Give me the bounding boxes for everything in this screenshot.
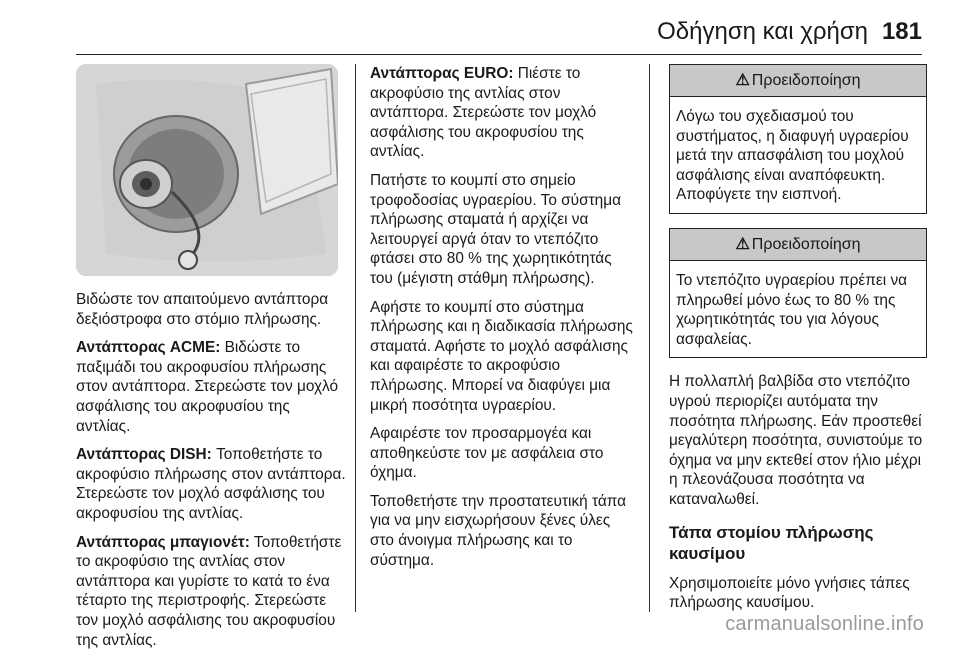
euro-term: Αντάπτορας EURO: — [370, 65, 514, 82]
column-divider-1 — [355, 64, 356, 612]
header-divider — [76, 54, 922, 55]
euro-paragraph — [370, 64, 638, 162]
dish-term: Αντάπτορας DISH: — [76, 446, 212, 464]
paragraph-button: Πατήστε το κουμπί στο σημείο τροφοδοσίας υγραερίου. Το σύστημα πλήρωσης σταματά ή αρχίζει να λειτουργεί αργά όταν το ντεπόζιτο φτάσει στο 80 % της χωρητικότητάς του (μέγιστη στάθμη πλήρωσης). — [370, 171, 621, 287]
column-middle — [370, 64, 638, 579]
warning-text-2: Το ντεπόζιτο υγραερίου πρέπει να πληρωθεί μόνο έως το 80 % της χωρητικότητάς του για λόγους ασφαλείας. — [676, 271, 908, 348]
paragraph-genuine-caps: Χρησιμοποιείτε μόνο γνήσιες τάπες πλήρωσης καυσίμου. — [669, 574, 910, 612]
fuel-filler-illustration-svg — [76, 64, 338, 276]
caption-paragraph: Βιδώστε τον απαιτούμενο αντάπτορα δεξιόστροφα στο στόμιο πλήρωσης. — [76, 291, 329, 328]
acme-text: Βιδώστε το παξιμάδι του ακροφυσίου πλήρωσης στον αντάπτορα. Στερεώστε τον μοχλό ασφάλισης του ακροφυσίου της αντλίας. — [76, 339, 339, 435]
bayonet-text: Τοποθετήστε το ακροφύσιο της αντλίας στον αντάπτορα και γυρίστε το κατά το ένα τέταρτο της περιστροφής. Στερεώστε τον μοχλό ασφάλισης του ακροφυσίου της αντλίας. — [76, 533, 342, 649]
warning-icon: ⚠ — [735, 72, 750, 89]
bayonet-term: Αντάπτορας μπαγιονέτ: — [76, 533, 250, 551]
section-heading: Τάπα στομίου πλήρωσης καυσίμου — [669, 522, 874, 563]
page-header — [0, 0, 960, 52]
warning-box-2 — [669, 228, 927, 358]
warning-text-1: Λόγω του σχεδιασμού του συστήματος, η διαφυγή υγραερίου μετά την απασφάλιση του μοχλού ασφάλισης είναι αναπόφευκτη. Αποφύγετε την εισπνοή. — [676, 108, 909, 204]
euro-text: Πιέστε το ακροφύσιο της αντλίας στον αντάπτορα. Στερεώστε τον μοχλό ασφάλισης του ακροφυσίου της αντλίας. — [370, 65, 597, 161]
acme-paragraph — [76, 338, 346, 436]
dish-paragraph — [76, 445, 346, 523]
column-divider-2 — [649, 64, 650, 612]
column-right — [669, 64, 927, 622]
warning-icon: ⚠ — [735, 235, 750, 253]
section-title: Οδήγηση και χρήση — [657, 18, 868, 45]
warning-box-1 — [669, 64, 927, 214]
paragraph-adapter: Αφαιρέστε τον προσαρμογέα και αποθηκεύστε τον με ασφάλεια στο όχημα. — [370, 425, 604, 482]
fuel-filler-cap-illustration — [76, 64, 338, 276]
warning-header-2 — [670, 229, 926, 261]
paragraph-release: Αφήστε το κουμπί στο σύστημα πλήρωσης και η διαδικασία πλήρωσης σταματά. Αφήστε το μοχλό ασφάλισης και αφαιρέστε το ακροφύσιο πλήρωσης. Μπορεί να διαφύγει μια μικρή ποσότητα υγραερίου. — [370, 298, 633, 414]
paragraph-cap: Τοποθετήστε την προστατευτική τάπα για να μην εισχωρήσουν ξένες ύλες στο άνοιγμα πλήρωσης και το σύστημα. — [370, 492, 627, 569]
page-number: 181 — [881, 18, 922, 45]
acme-term: Αντάπτορας ACME: — [76, 339, 221, 357]
column-left — [76, 64, 346, 659]
warning-title-2: Προειδοποίηση — [751, 235, 861, 253]
warning-title-1: Προειδοποίηση — [751, 72, 861, 89]
dish-text: Τοποθετήστε το ακροφύσιο πλήρωσης στον αντάπτορα. Στερεώστε τον μοχλό ασφάλισης του ακροφυσίου της αντλίας. — [76, 446, 346, 522]
watermark: carmanualsonline.info — [725, 613, 924, 635]
paragraph-valve: Η πολλαπλή βαλβίδα στο ντεπόζιτο υγρού περιορίζει αυτόματα την ποσότητα πλήρωσης. Εάν προστεθεί μεγαλύτερη ποσότητα, συνιστούμε το όχημα να μην εκτεθεί στον ήλιο μέχρι η πλεονάζουσα ποσότητα να καταναλωθεί. — [669, 373, 923, 508]
bayonet-paragraph — [76, 533, 346, 651]
warning-header-1 — [670, 65, 926, 97]
